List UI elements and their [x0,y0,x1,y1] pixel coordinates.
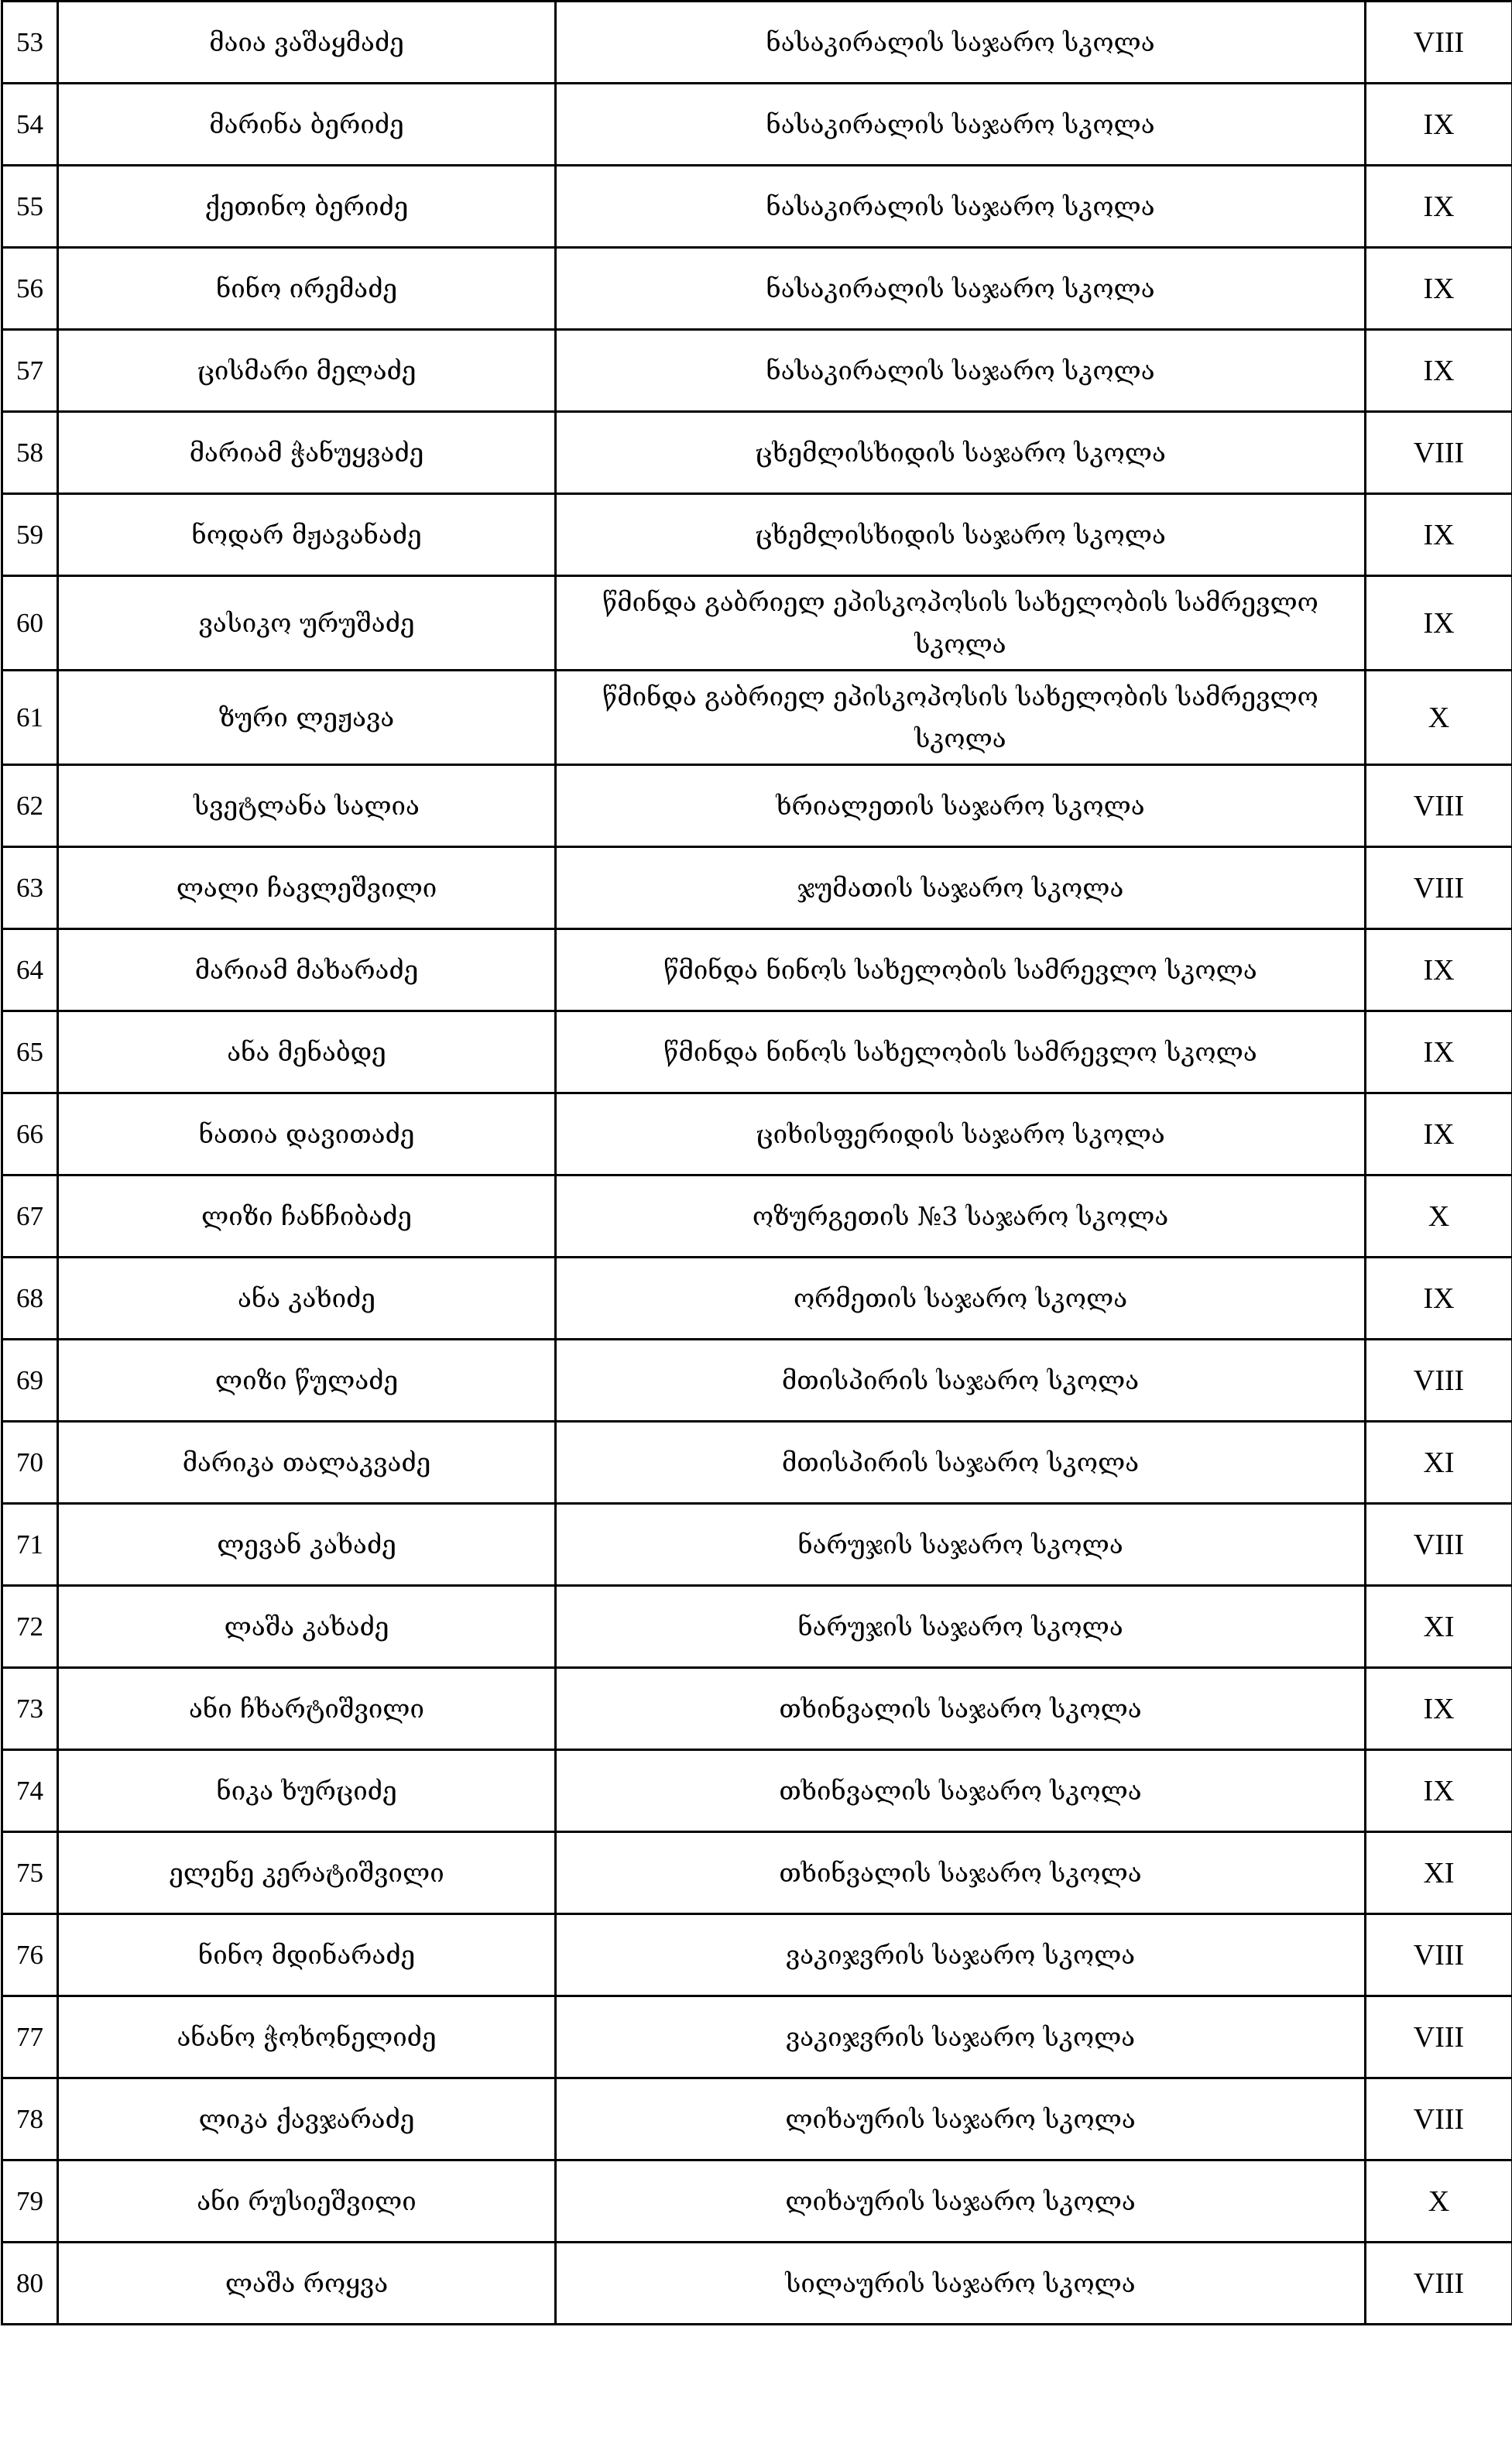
table-row [2,1586,1512,1668]
participants-table-body [2,2,1512,2325]
school-name-cell: ორმეთის საჯარო სკოლა [556,1258,1366,1340]
table-row [2,494,1512,576]
row-number-cell: 65 [2,1011,58,1093]
grade-cell: IX [1366,1093,1512,1175]
grade-cell: VIII [1366,2078,1512,2160]
table-row [2,1750,1512,1832]
table-row [2,1340,1512,1422]
grade-cell: XI [1366,1422,1512,1504]
table-row [2,1011,1512,1093]
row-number-cell: 71 [2,1504,58,1586]
school-name-cell: ნასაკირალის საჯარო სკოლა [556,330,1366,412]
row-number-cell: 77 [2,1996,58,2078]
student-name-cell: ცისმარი მელაძე [58,330,556,412]
grade-cell: IX [1366,1750,1512,1832]
row-number-cell: 69 [2,1340,58,1422]
row-number-cell: 72 [2,1586,58,1668]
table-row [2,1504,1512,1586]
row-number-cell: 75 [2,1832,58,1914]
grade-cell: XI [1366,1586,1512,1668]
school-name-cell: ნარუჯის საჯარო სკოლა [556,1504,1366,1586]
school-name-cell: წმინდა გაბრიელ ეპისკოპოსის სახელობის სამრევლო სკოლა [556,671,1366,765]
student-name-cell: სვეტლანა სალია [58,765,556,847]
row-number-cell: 76 [2,1914,58,1996]
student-name-cell: ლიზი ჩანჩიბაძე [58,1175,556,1258]
grade-cell: VIII [1366,765,1512,847]
row-number-cell: 68 [2,1258,58,1340]
student-name-cell: მარიამ ჭანუყვაძე [58,412,556,494]
table-row [2,576,1512,671]
student-name-cell: ლალი ჩავლეშვილი [58,847,556,929]
school-name-cell: ცხემლისხიდის საჯარო სკოლა [556,494,1366,576]
row-number-cell: 62 [2,765,58,847]
grade-cell: IX [1366,1011,1512,1093]
student-name-cell: ლევან კახაძე [58,1504,556,1586]
grade-cell: VIII [1366,2,1512,84]
student-name-cell: მაია ვაშაყმაძე [58,2,556,84]
grade-cell: IX [1366,166,1512,248]
row-number-cell: 79 [2,2160,58,2243]
grade-cell: VIII [1366,847,1512,929]
student-name-cell: ნოდარ მჟავანაძე [58,494,556,576]
table-row [2,84,1512,166]
grade-cell: VIII [1366,2243,1512,2325]
table-row [2,1668,1512,1750]
grade-cell: X [1366,2160,1512,2243]
row-number-cell: 54 [2,84,58,166]
student-name-cell: ნინო მდინარაძე [58,1914,556,1996]
student-name-cell: ვასიკო ურუშაძე [58,576,556,671]
row-number-cell: 59 [2,494,58,576]
student-name-cell: ანი ჩხარტიშვილი [58,1668,556,1750]
table-row [2,330,1512,412]
row-number-cell: 63 [2,847,58,929]
table-row [2,2078,1512,2160]
row-number-cell: 78 [2,2078,58,2160]
row-number-cell: 61 [2,671,58,765]
student-name-cell: ლაშა როყვა [58,2243,556,2325]
table-row [2,2160,1512,2243]
school-name-cell: ნასაკირალის საჯარო სკოლა [556,2,1366,84]
table-row [2,1914,1512,1996]
participants-table [1,0,1512,2325]
grade-cell: IX [1366,330,1512,412]
table-row [2,1093,1512,1175]
school-name-cell: თხინვალის საჯარო სკოლა [556,1832,1366,1914]
school-name-cell: წმინდა გაბრიელ ეპისკოპოსის სახელობის სამრევლო სკოლა [556,576,1366,671]
row-number-cell: 73 [2,1668,58,1750]
grade-cell: X [1366,1175,1512,1258]
school-name-cell: მთისპირის საჯარო სკოლა [556,1422,1366,1504]
student-name-cell: ელენე კერატიშვილი [58,1832,556,1914]
table-row [2,412,1512,494]
table-row [2,2,1512,84]
student-name-cell: ნინო ირემაძე [58,248,556,330]
row-number-cell: 57 [2,330,58,412]
school-name-cell: ცხემლისხიდის საჯარო სკოლა [556,412,1366,494]
school-name-cell: ხრიალეთის საჯარო სკოლა [556,765,1366,847]
grade-cell: IX [1366,929,1512,1011]
grade-cell: VIII [1366,412,1512,494]
school-name-cell: ნასაკირალის საჯარო სკოლა [556,166,1366,248]
student-name-cell: ნიკა ხურციძე [58,1750,556,1832]
school-name-cell: თხინვალის საჯარო სკოლა [556,1750,1366,1832]
student-name-cell: მარიკა თალაკვაძე [58,1422,556,1504]
row-number-cell: 80 [2,2243,58,2325]
student-name-cell: მარინა ბერიძე [58,84,556,166]
table-row [2,2243,1512,2325]
grade-cell: IX [1366,1258,1512,1340]
school-name-cell: მთისპირის საჯარო სკოლა [556,1340,1366,1422]
grade-cell: VIII [1366,1996,1512,2078]
student-name-cell: ანანო ჭოხონელიძე [58,1996,556,2078]
row-number-cell: 53 [2,2,58,84]
table-row [2,847,1512,929]
row-number-cell: 67 [2,1175,58,1258]
school-name-cell: ნასაკირალის საჯარო სკოლა [556,248,1366,330]
grade-cell: IX [1366,1668,1512,1750]
table-row [2,1258,1512,1340]
table-row [2,166,1512,248]
table-row [2,1832,1512,1914]
grade-cell: VIII [1366,1340,1512,1422]
student-name-cell: ლიკა ქავჯარაძე [58,2078,556,2160]
student-name-cell: მარიამ მახარაძე [58,929,556,1011]
school-name-cell: ჯუმათის საჯარო სკოლა [556,847,1366,929]
row-number-cell: 70 [2,1422,58,1504]
table-row [2,1996,1512,2078]
grade-cell: XI [1366,1832,1512,1914]
row-number-cell: 60 [2,576,58,671]
grade-cell: IX [1366,494,1512,576]
school-name-cell: ციხისფერიდის საჯარო სკოლა [556,1093,1366,1175]
row-number-cell: 55 [2,166,58,248]
row-number-cell: 58 [2,412,58,494]
student-name-cell: ნათია დავითაძე [58,1093,556,1175]
school-name-cell: თხინვალის საჯარო სკოლა [556,1668,1366,1750]
table-row [2,671,1512,765]
school-name-cell: ოზურგეთის №3 საჯარო სკოლა [556,1175,1366,1258]
row-number-cell: 66 [2,1093,58,1175]
school-name-cell: სილაურის საჯარო სკოლა [556,2243,1366,2325]
row-number-cell: 64 [2,929,58,1011]
grade-cell: IX [1366,248,1512,330]
school-name-cell: ვაკიჯვრის საჯარო სკოლა [556,1914,1366,1996]
grade-cell: VIII [1366,1914,1512,1996]
row-number-cell: 74 [2,1750,58,1832]
grade-cell: IX [1366,576,1512,671]
student-name-cell: ლაშა კახაძე [58,1586,556,1668]
table-row [2,1175,1512,1258]
grade-cell: IX [1366,84,1512,166]
table-row [2,1422,1512,1504]
grade-cell: X [1366,671,1512,765]
school-name-cell: ნარუჯის საჯარო სკოლა [556,1586,1366,1668]
student-name-cell: ანი რუსიეშვილი [58,2160,556,2243]
school-name-cell: ვაკიჯვრის საჯარო სკოლა [556,1996,1366,2078]
school-name-cell: წმინდა ნინოს სახელობის სამრევლო სკოლა [556,1011,1366,1093]
table-row [2,929,1512,1011]
student-name-cell: ანა კახიძე [58,1258,556,1340]
student-name-cell: ანა მენაბდე [58,1011,556,1093]
row-number-cell: 56 [2,248,58,330]
school-name-cell: წმინდა ნინოს სახელობის სამრევლო სკოლა [556,929,1366,1011]
school-name-cell: ლიხაურის საჯარო სკოლა [556,2160,1366,2243]
table-row [2,248,1512,330]
table-row [2,765,1512,847]
student-name-cell: ქეთინო ბერიძე [58,166,556,248]
school-name-cell: ლიხაურის საჯარო სკოლა [556,2078,1366,2160]
school-name-cell: ნასაკირალის საჯარო სკოლა [556,84,1366,166]
student-name-cell: ლიზი წულაძე [58,1340,556,1422]
student-name-cell: ზური ლეჟავა [58,671,556,765]
grade-cell: VIII [1366,1504,1512,1586]
